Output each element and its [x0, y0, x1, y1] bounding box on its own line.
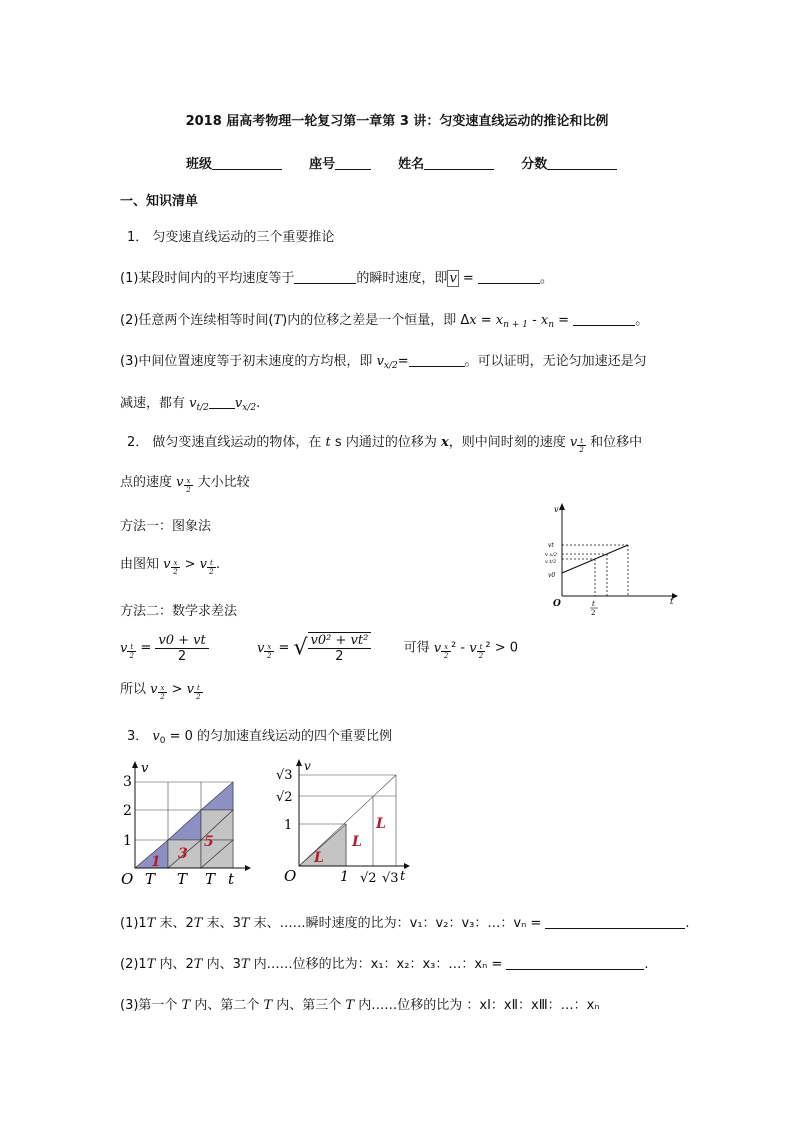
conclusion1-c: .: [215, 557, 220, 572]
r1-c: 末、3: [202, 916, 241, 931]
vt-origin: O: [553, 599, 561, 609]
v-symbol: v: [433, 640, 442, 656]
sub-num: x: [158, 684, 168, 693]
sub-num: x: [264, 643, 274, 652]
p4-sub2: x/2: [242, 403, 257, 413]
right-ytick-1: 1: [284, 818, 293, 833]
vt-y-label: v: [554, 505, 559, 514]
r3-e: xⅠ：xⅡ：xⅢ：…：xₙ: [479, 998, 600, 1013]
sub-frac: [184, 477, 194, 494]
p1-blank-2[interactable]: [478, 270, 540, 284]
eq2-den: 2: [335, 649, 344, 664]
right-ytick-2: √2: [276, 790, 293, 805]
sub-den: 2: [160, 693, 165, 701]
vt-label-vt: vt: [548, 542, 554, 549]
r2-T3: T: [240, 957, 250, 972]
p2-sub2: n: [548, 320, 555, 330]
r3-c: 内、第三个: [272, 998, 346, 1013]
r2-d: 内……位移的比为：: [249, 957, 371, 972]
left-x-arrow-icon: [245, 865, 251, 871]
item3-sub: 0: [159, 736, 166, 746]
v-symbol: v: [176, 475, 184, 490]
sub-frac: [207, 559, 216, 576]
eq1-num: v0 + vt: [155, 633, 208, 649]
r1-T2: T: [193, 916, 203, 931]
ratio-2: [120, 953, 649, 972]
p4-sub1: t/2: [196, 403, 209, 413]
seat-blank[interactable]: [335, 156, 371, 170]
name-blank[interactable]: [424, 156, 494, 170]
p1-eq: =: [458, 271, 478, 286]
seat-label: 座号: [309, 157, 336, 172]
r3-d: 内……位移的比为 ：: [354, 998, 480, 1013]
r2-e: x₁：x₂：x₃：…：xₙ =: [370, 957, 507, 972]
r1-end: .: [685, 916, 690, 931]
r3-T2: T: [263, 998, 273, 1013]
p3-blank[interactable]: [409, 353, 465, 367]
right-x-label: t: [400, 869, 406, 884]
eq1-equals: =: [140, 640, 152, 656]
score-label: 分数: [521, 157, 548, 172]
item3-title-b: = 0 的匀加速直线运动的四个重要比例: [165, 729, 393, 744]
v-symbol: v: [120, 640, 128, 656]
left-x-label: t: [228, 870, 235, 888]
right-xtick-2: √2: [360, 871, 377, 886]
sub-den: 2: [186, 486, 191, 494]
p2-sub1: n + 1: [503, 320, 528, 330]
area-5-top: [201, 782, 233, 810]
p2-text-b: )内的位移之差是一个恒量，即 Δ: [282, 313, 470, 328]
sub-num: x: [441, 643, 451, 652]
v-half-t-4: [469, 640, 485, 660]
v-half-t-5: [186, 682, 203, 701]
p3-text-a: (3)中间位置速度等于初末速度的方均根，即: [120, 354, 377, 369]
eq1-den: 2: [177, 648, 187, 664]
conclusion1: [120, 553, 220, 576]
vt-x-label: t: [670, 597, 674, 606]
left-y-arrow-icon: [132, 761, 138, 768]
left-y-label: v: [141, 761, 149, 776]
v-symbol: v: [163, 557, 171, 572]
sub-num: t: [577, 437, 586, 446]
left-xtick-3: T: [205, 870, 216, 888]
vt-y-arrow-icon: [559, 503, 565, 510]
ratio-graph-left: [115, 758, 255, 888]
conclusion1-a: 由图知: [120, 557, 164, 572]
p1-blank-1[interactable]: [294, 270, 356, 284]
r2-end: .: [644, 957, 649, 972]
sub-frac: [441, 643, 451, 660]
sub-frac: [577, 437, 586, 454]
sub-num: t: [207, 559, 216, 568]
left-ytick-1: 1: [123, 833, 132, 849]
p4-end: .: [256, 396, 261, 411]
v-symbol: v: [150, 682, 158, 697]
r1-d: 末、……瞬时速度的比为：: [249, 916, 410, 931]
r-area-label-2: L: [352, 834, 362, 850]
r2-blank[interactable]: [506, 956, 644, 970]
p3-sub: x/2: [383, 361, 398, 371]
area-label-5: 5: [204, 834, 214, 850]
item2-t: t: [325, 435, 331, 450]
section-heading: 一、知识清单: [120, 194, 199, 209]
item3-title-a: 3．: [127, 729, 153, 744]
sub-den: 2: [579, 446, 584, 454]
r3-T1: T: [181, 998, 191, 1013]
p2-x2: x: [495, 313, 504, 328]
score-blank[interactable]: [547, 156, 617, 170]
r3-T3: T: [345, 998, 355, 1013]
vt-label-tnum: t: [592, 600, 595, 608]
item1-title: 1． 匀变速直线运动的三个重要推论: [127, 230, 335, 245]
v-half-x-5: [150, 682, 167, 701]
item2-line2: [120, 471, 250, 494]
r-area-label-3: L: [376, 816, 386, 832]
sub-num: x: [184, 477, 194, 486]
p1-end: 。: [539, 271, 553, 286]
p2-text-a: (2)任意两个连续相等时间(: [120, 313, 274, 328]
vt-label-vx: v x/2: [545, 552, 558, 558]
v-half-t-3: [120, 640, 136, 660]
eq1-frac: [155, 633, 208, 664]
item2-text-f: 大小比较: [193, 475, 250, 490]
class-blank[interactable]: [212, 156, 282, 170]
r3-b: 内、第二个: [190, 998, 264, 1013]
right-xtick-3: √3: [382, 871, 399, 886]
sub-den: 2: [478, 651, 484, 660]
r1-b: 末、2: [155, 916, 194, 931]
sub-den: 2: [443, 651, 449, 660]
eq3-a: 可得: [403, 640, 434, 656]
v-symbol: v: [469, 640, 477, 656]
item2-text-a: 2． 做匀变速直线运动的物体，在: [127, 435, 326, 450]
sub-frac: [171, 559, 181, 576]
v-half-t-1: [569, 435, 586, 454]
method2: 方法二：数学求差法: [120, 604, 238, 619]
item3-v: v: [152, 729, 160, 744]
eq2-num: v0² + vt²: [308, 633, 372, 649]
name-label: 姓名: [398, 157, 425, 172]
r2-a: (2)1: [120, 957, 147, 972]
r2-T2: T: [193, 957, 203, 972]
p1-vbar: v: [449, 271, 457, 286]
sqrt-icon: √: [293, 635, 308, 661]
eq3-b: ² -: [451, 640, 470, 656]
sub-num: t: [477, 643, 486, 652]
sub-den: 2: [267, 651, 272, 660]
p3-text-c: 。可以证明，无论匀加速还是匀: [464, 354, 647, 369]
left-ytick-3: 3: [123, 774, 132, 790]
vt-label-v0: v0: [548, 572, 556, 579]
right-xtick-1: 1: [340, 869, 349, 885]
r1-a: (1)1: [120, 916, 147, 931]
item2-x: x: [440, 435, 449, 450]
r-area-label-1: L: [314, 850, 324, 866]
p3-eq: =: [397, 354, 409, 369]
right-y-label: v: [304, 759, 311, 773]
v-half-x-4: [433, 640, 451, 660]
r1-e: v₁：v₂：v₃：…：vₙ =: [409, 916, 546, 931]
ratio-3: [120, 994, 600, 1013]
v-half-x-3: [257, 640, 274, 660]
r2-T1: T: [146, 957, 156, 972]
sub-num: x: [171, 559, 181, 568]
left-ytick-2: 2: [123, 803, 132, 819]
p3-v: v: [376, 354, 384, 369]
v-half-x-1: [176, 475, 193, 494]
p4-text-a: 减速，都有: [120, 396, 190, 411]
r1-T1: T: [146, 916, 156, 931]
r2-c: 内、3: [202, 957, 241, 972]
r3-a: (3)第一个: [120, 998, 182, 1013]
p1-text-b: 的瞬时速度，即: [356, 271, 448, 286]
item2-text-e: 点的速度: [120, 475, 177, 490]
eq2-frac: [308, 632, 372, 664]
info-row: [186, 153, 617, 172]
sub-den: 2: [196, 693, 201, 701]
right-y-arrow-icon: [296, 759, 302, 766]
ratio-graph-right: [270, 758, 415, 888]
p2-blank[interactable]: [573, 312, 635, 326]
p2-T: T: [273, 313, 283, 328]
sub-num: t: [127, 643, 136, 652]
so-b: >: [167, 682, 187, 697]
page-title: 2018 届高考物理一轮复习第一章第 3 讲：匀变速直线运动的推论和比例: [185, 114, 609, 129]
sub-num: t: [194, 684, 203, 693]
p2-eq2: =: [554, 313, 574, 328]
v-symbol: v: [199, 557, 207, 572]
p1-text-a: (1)某段时间内的平均速度等于: [120, 271, 295, 286]
eq3-c: ² > 0: [485, 640, 519, 656]
v-symbol: v: [569, 435, 578, 450]
area-label-1: 1: [151, 854, 161, 870]
p2-end: 。: [635, 313, 649, 328]
p4-v2: v: [234, 396, 243, 411]
vt-graph: [540, 500, 680, 620]
v-half-x-2: [163, 557, 180, 576]
p4-blank[interactable]: [209, 395, 235, 409]
item2-text-b: s 内通过的位移为: [330, 435, 441, 450]
eq-row: [120, 632, 518, 664]
eq2-equals: =: [278, 640, 290, 656]
sub-frac: [194, 684, 203, 701]
area-3-top: [168, 810, 201, 840]
left-origin: O: [121, 870, 134, 888]
r1-T3: T: [240, 916, 250, 931]
sub-frac: [158, 684, 168, 701]
area-label-3: 3: [178, 846, 188, 862]
p2-x1: x: [469, 313, 477, 328]
p2-minus: -: [527, 313, 541, 328]
vt-label-tden: 2: [591, 609, 596, 617]
item1-p2: [120, 309, 648, 330]
r1-blank[interactable]: [545, 915, 685, 929]
sub-den: 2: [173, 568, 178, 576]
left-xtick-1: T: [145, 870, 156, 888]
item1-p3: [120, 350, 647, 371]
p2-eq: =: [476, 313, 496, 328]
class-label: 班级: [186, 157, 213, 172]
p4-v1: v: [189, 396, 197, 411]
item2-text-c: ，则中间时刻的速度: [448, 435, 570, 450]
item1-p1: [120, 267, 553, 286]
sub-frac: [127, 643, 136, 660]
vt-label-vth: v t/2: [545, 559, 557, 565]
sub-den: 2: [209, 568, 214, 576]
sub-frac: [264, 643, 274, 660]
item2-text-d: 和位移中: [586, 435, 643, 450]
conclusion1-b: >: [180, 557, 200, 572]
r2-b: 内、2: [155, 957, 194, 972]
right-ytick-3: √3: [276, 768, 293, 783]
so-a: 所以: [120, 682, 151, 697]
item3-title: [127, 725, 392, 746]
v-symbol: v: [257, 640, 265, 656]
sub-den: 2: [129, 651, 134, 660]
right-origin: O: [284, 867, 297, 885]
p2-x3: x: [540, 313, 549, 328]
item1-p4: [120, 392, 260, 413]
ratio-1: [120, 912, 690, 931]
left-xtick-2: T: [177, 870, 188, 888]
v-half-t-2: [199, 557, 216, 576]
so-line: [120, 678, 203, 701]
item2-line1: [127, 431, 642, 454]
method1: 方法一：图象法: [120, 519, 212, 534]
v-symbol: v: [186, 682, 194, 697]
